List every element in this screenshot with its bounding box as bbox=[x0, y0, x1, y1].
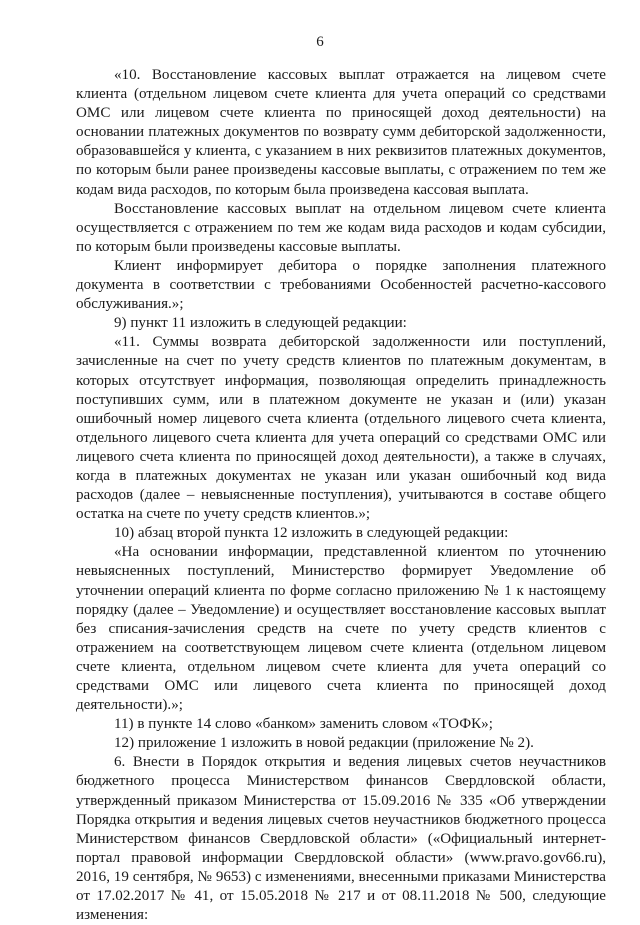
paragraph-cash-restoration: Восстановление кассовых выплат на отдельном лицевом счете клиента осуществляется с отражением по тем же кодам вида расходов и кодам субсидии, по которым были произведены кассовые выплаты. bbox=[76, 200, 606, 255]
paragraph-amendment-12: 12) приложение 1 изложить в новой редакции (приложение № 2). bbox=[114, 735, 534, 752]
paragraph-client-informs: Клиент информирует дебитора о порядке заполнения платежного документа в соответствии с требованиями Особенностей расчетно-кассового обслуживания.»; bbox=[76, 257, 606, 313]
paragraph-item-10-text: «10. Восстановление кассовых выплат отражается на лицевом счете клиента (отдельном лицевом счете клиента для учета операций со средствами ОМС или лицевом счете клиента по приносящей доход деятельности) на основании платежных документов по возврату сумм дебиторской задолженности, образовавшейся у клиента, с указанием в них реквизитов платежных документов, по которым были ранее произведены кассовые выплаты, с отражением по тем же кодам вида расходов, по которым была произведена кассовая выплата. bbox=[76, 67, 606, 198]
paragraph-section-6: 6. Внести в Порядок открытия и ведения лицевых счетов неучастников бюджетного процесса Министерством финансов Свердловской области, утвержденный приказом Министерства от 15.09.2016 № 335 «Об утверждении Порядка открытия и ведения лицевых счетов неучастников бюджетного процесса Министерством финансов Свердловской области» («Официальный интернет-портал правовой информации Свердловской области» (www.pravo.gov66.ru), 2016, 19 сентября, № 9653) с изменениями, внесенными приказами Министерства от 17.02.2017 № 41, от 15.05.2018 № 217 и от 08.11.2018 № 500, следующие изменения: bbox=[76, 754, 606, 924]
document-body bbox=[76, 66, 606, 925]
paragraph-amendment-11: 11) в пункте 14 слово «банком» заменить словом «ТОФК»; bbox=[114, 716, 493, 733]
page-number: 6 bbox=[316, 34, 324, 50]
paragraph-amendment-10: 10) абзац второй пункта 12 изложить в следующей редакции: bbox=[114, 525, 509, 542]
paragraph-item-11-text: «11. Суммы возврата дебиторской задолженности или поступлений, зачисленные на счет по учету средств клиентов по платежным документам, в которых отсутствует информация, позволяющая определить принадлежность поступивших сумм, или в платежном документе не указан и (или) указан ошибочный номер лицевого счета клиента (отдельного лицевого счета клиента, отдельного лицевого счета клиента для учета операций со средствами ОМС или лицевого счета клиента по приносящей доход деятельности), а также в случаях, когда в платежных документах не указан или указан ошибочный код вида расходов (далее – невыясненные поступления), учитываются в составе общего остатка на счете по учету средств клиентов.»; bbox=[76, 334, 606, 523]
paragraph-item-12-text: «На основании информации, представленной клиентом по уточнению невыясненных поступлений, Министерство формирует Уведомление об уточнении операций клиента по форме согласно приложению № 1 к настоящему порядку (далее – Уведомление) и осуществляет восстановление кассовых выплат без списания-зачисления средств на счете по учету средств клиентов с отражением на соответствующем лицевом счете клиента (отдельном лицевом счете клиента, отдельном лицевом счете клиента для учета операций со средствами ОМС или лицевого счета клиента по приносящей доход деятельности).»; bbox=[76, 544, 606, 714]
paragraph-amendment-9: 9) пункт 11 изложить в следующей редакции: bbox=[114, 315, 407, 332]
